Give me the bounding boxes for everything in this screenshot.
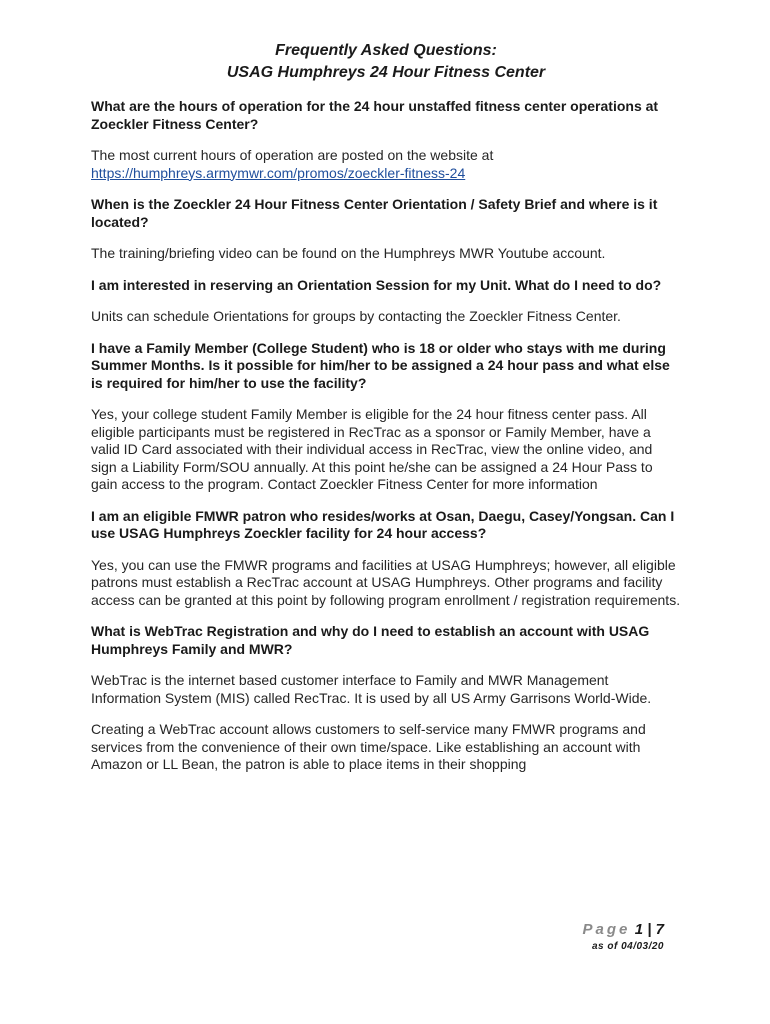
page-footer [582,921,664,952]
faq-question-4: I have a Family Member (College Student) who is 18 or older who stays with me during Summer Months. Is it possible for him/her to be assigned a 24 hour pass and what else is required for him/her to use the facility? [91,339,670,391]
page-indicator [582,921,664,939]
faq-question-1: What are the hours of operation for the 24 hour unstaffed fitness center operations at Zoeckler Fitness Center? [91,98,659,132]
faq-answer-1 [91,147,681,182]
faq-answer-6: WebTrac is the internet based customer interface to Family and MWR Management Information System (MIS) called RecTrac. It is used by all US Army Garrisons World-Wide. [91,672,652,706]
document-page [91,40,681,788]
title-block [91,40,681,84]
faq-question-3: I am interested in reserving an Orientation Session for my Unit. What do I need to do? [91,276,662,293]
faq-question-2: When is the Zoeckler 24 Hour Fitness Center Orientation / Safety Brief and where is it located? [91,196,658,230]
page-number: 1 | 7 [634,921,664,938]
faq-question-6: What is WebTrac Registration and why do I need to establish an account with USAG Humphreys Family and MWR? [91,623,650,657]
faq-answer-4: Yes, your college student Family Member is eligible for the 24 hour fitness center pass. All eligible participants must be registered in RecTrac as a sponsor or Family Member, have a valid ID Card associated with their individual access in RecTrac, view the online video, and sign a Liability Form/SOU annually. At this point he/she can be assigned a 24 Hour Pass to gain access to the program. Contact Zoeckler Fitness Center for more information [91,406,653,492]
faq-answer-5: Yes, you can use the FMWR programs and facilities at USAG Humphreys; however, all eligible patrons must establish a RecTrac account at USAG Humphreys. Other programs and facility access can be granted at this point by following program enrollment / registration requirements. [91,556,681,608]
page-label: Page [582,921,631,938]
page-subtitle: USAG Humphreys 24 Hour Fitness Center [226,64,546,81]
faq-answer-2: The training/briefing video can be found on the Humphreys MWR Youtube account. [91,245,606,261]
hours-link[interactable]: https://humphreys.armymwr.com/promos/zoeckler-fitness-24 [91,164,466,181]
as-of-date: as of 04/03/20 [591,941,664,952]
faq-answer-1-text: The most current hours of operation are posted on the website at [91,147,494,163]
faq-answer-6-continued: Creating a WebTrac account allows customers to self-service many FMWR programs and services from the convenience of their own time/space. Like establishing an account with Amazon or LL Bean, the patron is able to place items in their shopping [91,721,646,772]
page-title: Frequently Asked Questions: [275,42,497,59]
faq-question-5: I am an eligible FMWR patron who resides/works at Osan, Daegu, Casey/Yongsan. Can I use USAG Humphreys Zoeckler facility for 24 hour access? [91,507,675,541]
faq-answer-3: Units can schedule Orientations for groups by contacting the Zoeckler Fitness Center. [91,308,621,324]
